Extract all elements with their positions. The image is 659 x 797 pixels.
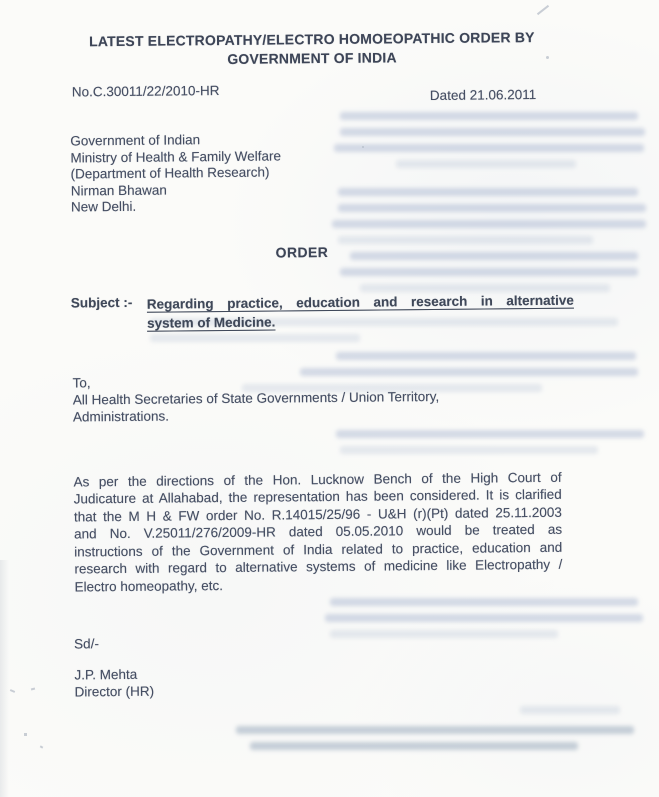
body-line: instructions of the Government of India related to practice, education and [74, 539, 563, 560]
signatory-designation: Director (HR) [74, 683, 155, 699]
body-line: Electro homeopathy, etc. [74, 577, 223, 595]
subject-line: system of Medicine. [146, 314, 276, 331]
letter-title [0, 27, 656, 71]
sender-address-line: New Delhi. [70, 198, 137, 215]
subject-label: Subject :- [70, 294, 133, 311]
sender-address-line: (Department of Health Research) [70, 164, 270, 182]
signature-sd: Sd/- [74, 636, 99, 652]
subject-line: Regarding practice, education and research in alternative [146, 292, 574, 312]
sender-address-line: Government of Indian [70, 132, 201, 149]
sender-address-line: Ministry of Health & Family Welfare [70, 147, 282, 165]
signatory-name: J.P. Mehta [74, 666, 138, 683]
letter-title-line1: LATEST ELECTROPATHY/ELECTRO HOMOEOPATHIC ORDER BY [88, 29, 535, 50]
body-line: Judicature at Allahabad, the representation has been considered. It is clarified [73, 487, 562, 507]
subject-text [147, 291, 574, 333]
order-heading: ORDER [275, 244, 329, 261]
reference-number: No.C.30011/22/2010-HR [71, 83, 220, 100]
body-line: and No. V.25011/276/2009-HR dated 05.05.2010 would be treated as [74, 522, 563, 542]
recipient-line: To, [72, 375, 91, 391]
letter-date: Dated 21.06.2011 [429, 87, 537, 104]
body-line: As per the directions of the Hon. Lucknow Bench of the High Court of [73, 469, 562, 490]
body-line: research with regard to alternative systems of medicine like Electropathy / [74, 557, 563, 577]
recipient-line: Administrations. [72, 408, 170, 425]
sender-address-block [70, 131, 281, 216]
signature-block [74, 667, 154, 701]
body-paragraph [74, 469, 563, 596]
recipient-block [73, 371, 440, 426]
body-line: that the M H & FW order No. R.14015/25/96 - U&H (r)(Pt) dated 25.11.2003 [73, 504, 562, 525]
sender-address-line: Nirman Bhawan [70, 182, 167, 198]
letter-title-line2: GOVERNMENT OF INDIA [227, 49, 397, 67]
recipient-line: All Health Secretaries of State Governments / Union Territory, [72, 388, 440, 408]
